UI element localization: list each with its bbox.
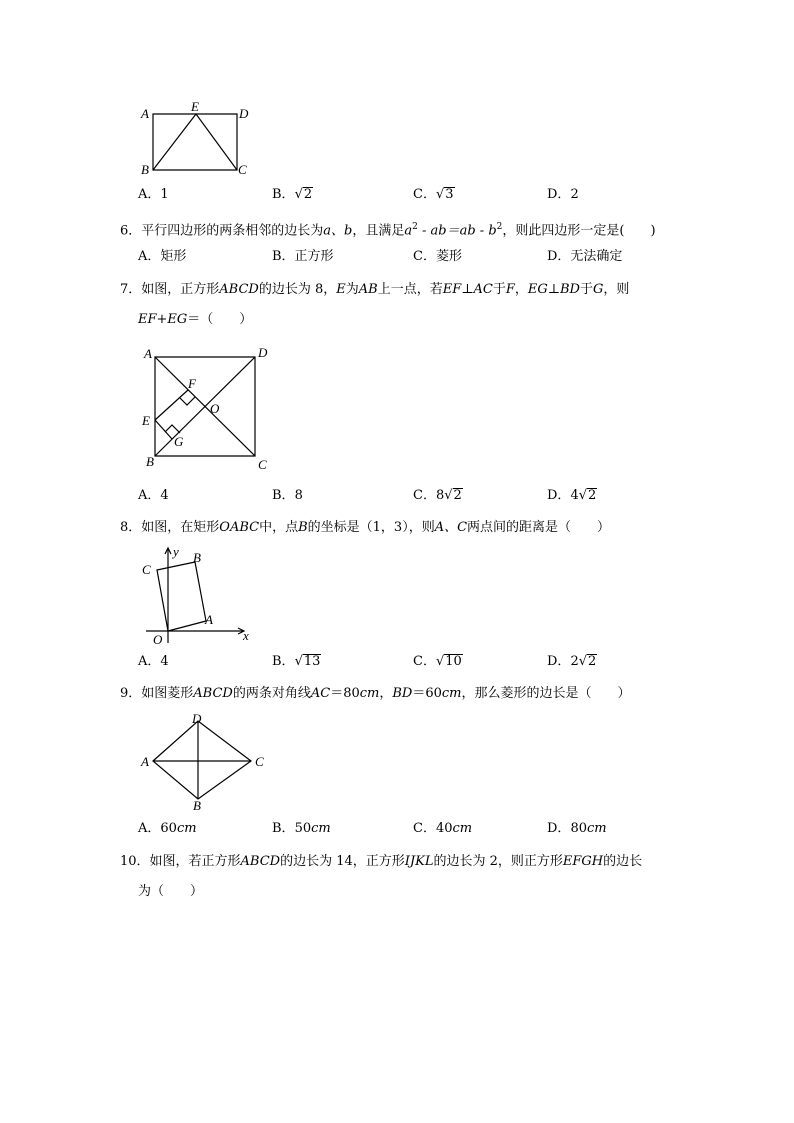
q7-stem-line1: 7．如图，正方形ABCD的边长为 8，E为AB上一点，若EF⊥AC于F，EG⊥BD于G，则 xyxy=(120,282,630,297)
segment-eg xyxy=(155,420,172,439)
q6-option-b[interactable]: B．正方形 xyxy=(272,249,334,264)
figure-q9 xyxy=(138,710,273,815)
rectangle-abcd xyxy=(153,114,237,170)
q7-option-c[interactable]: C．8√2 xyxy=(413,488,462,503)
fig9-label-b: B xyxy=(193,798,201,813)
q7-option-b[interactable]: B．8 xyxy=(272,488,303,503)
sqrt-symbol: √10 xyxy=(435,654,462,669)
rectangle-oabc xyxy=(157,562,206,631)
q8-option-a[interactable]: A．4 xyxy=(138,654,169,669)
fig5-label-c: C xyxy=(238,162,247,177)
fig8-label-y: y xyxy=(173,544,179,559)
fig8-label-c: C xyxy=(142,562,151,577)
right-angle-f xyxy=(180,397,195,405)
segment-ef xyxy=(155,390,188,420)
fig5-label-b: B xyxy=(141,162,149,177)
fig8-label-o: O xyxy=(153,632,163,647)
q5-option-b[interactable]: B．√2 xyxy=(272,187,313,202)
fig7-label-b: B xyxy=(146,454,154,469)
triangle-ebc xyxy=(153,114,237,170)
fig8-label-a: A xyxy=(205,612,213,627)
fig5-label-e: E xyxy=(191,99,199,114)
q8-option-d[interactable]: D．2√2 xyxy=(547,654,597,669)
fig7-label-o: O xyxy=(210,401,220,416)
fig7-label-f: F xyxy=(188,376,196,391)
sqrt-symbol: √2 xyxy=(444,488,462,503)
sqrt-symbol: √2 xyxy=(294,187,313,202)
q6-option-a[interactable]: A．矩形 xyxy=(138,249,187,264)
right-angle-g xyxy=(165,425,180,433)
q10-stem-line2: 为（ ） xyxy=(138,884,204,899)
q6-option-c[interactable]: C．菱形 xyxy=(413,249,462,264)
q9-option-a[interactable]: A．60cm xyxy=(138,821,197,836)
q9-option-b[interactable]: B．50cm xyxy=(272,821,331,836)
q7-option-a[interactable]: A．4 xyxy=(138,488,169,503)
q8-option-b[interactable]: B．√13 xyxy=(272,654,321,669)
q9-option-c[interactable]: C．40cm xyxy=(413,821,473,836)
q10-stem-line1: 10．如图，若正方形ABCD的边长为 14，正方形IJKL的边长为 2，则正方形EFGH的边长 xyxy=(120,854,643,869)
fig8-label-x: x xyxy=(243,628,249,643)
q5-option-d[interactable]: D．2 xyxy=(547,187,579,202)
sqrt-symbol: √2 xyxy=(578,654,597,669)
fig7-label-d: D xyxy=(258,345,268,360)
fig5-label-d: D xyxy=(239,106,249,121)
figure-q5 xyxy=(138,98,258,178)
sqrt-symbol: √3 xyxy=(435,187,454,202)
q5-option-c[interactable]: C．√3 xyxy=(413,187,454,202)
fig7-label-e: E xyxy=(142,413,150,428)
q7-option-d[interactable]: D．4√2 xyxy=(547,488,597,503)
fig9-label-d: D xyxy=(192,711,202,726)
fig5-label-a: A xyxy=(141,106,149,121)
fig9-label-a: A xyxy=(141,754,149,769)
q9-stem: 9．如图菱形ABCD的两条对角线AC＝80cm，BD＝60cm，那么菱形的边长是（ ） xyxy=(120,686,631,701)
figure-q7 xyxy=(138,340,278,475)
q9-option-d[interactable]: D．80cm xyxy=(547,821,607,836)
q5-option-a[interactable]: A．1 xyxy=(138,187,169,202)
fig7-label-g: G xyxy=(174,434,184,449)
fig9-label-c: C xyxy=(255,754,264,769)
sqrt-symbol: √2 xyxy=(578,488,597,503)
q7-stem-line2: EF+EG＝（ ） xyxy=(138,312,253,327)
sqrt-symbol: √13 xyxy=(294,654,321,669)
q6-stem: 6．平行四边形的两条相邻的边长为a、b，且满足$a^2 - ab=ab - b^2$，则此四边形一定是( ) xyxy=(120,222,656,239)
fig7-label-a: A xyxy=(144,346,152,361)
q8-stem: 8．如图，在矩形OABC中，点B的坐标是（1，3），则A、C两点间的距离是（ ） xyxy=(120,520,611,535)
rhombus-abcd xyxy=(153,721,251,799)
fig8-label-b: B xyxy=(193,550,201,565)
figure-q8 xyxy=(138,543,263,648)
fig7-label-c: C xyxy=(258,457,267,472)
q8-option-c[interactable]: C．√10 xyxy=(413,654,462,669)
q6-option-d[interactable]: D．无法确定 xyxy=(547,249,623,264)
